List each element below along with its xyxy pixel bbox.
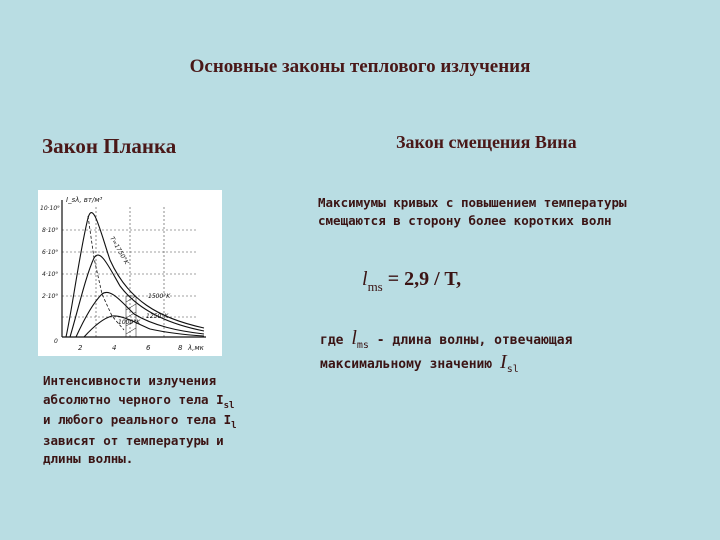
y-tick-label: 2·10⁹ — [42, 293, 58, 300]
x-tick-label: 6 — [146, 344, 151, 352]
curve-label: T=1750°K — [108, 235, 130, 266]
y-tick-label: 4·10⁹ — [42, 271, 58, 278]
where-symbol-2: I — [500, 351, 507, 373]
wien-law-heading: Закон смещения Вина — [396, 132, 577, 152]
y-tick-label: 6·10⁹ — [42, 249, 58, 256]
wien-formula — [362, 268, 462, 294]
formula-subscript: ms — [367, 279, 383, 294]
y-axis-label: I_sλ, вт/м³ — [66, 196, 103, 204]
formula-symbol: l — [362, 268, 368, 290]
intensity-subscript-1: sl — [223, 400, 235, 411]
y-tick-label: 0 — [54, 338, 58, 345]
curve-label: 1500°K — [148, 293, 171, 300]
formula-expression: = 2,9 / T, — [382, 268, 462, 290]
planck-law-description — [43, 372, 243, 469]
where-subscript: ms — [356, 340, 369, 351]
where-subscript-2: sl — [506, 364, 519, 375]
wien-definition — [320, 328, 620, 376]
intensity-part-3: зависят от температуры и длины волны. — [43, 432, 224, 466]
intensity-subscript-2: l — [231, 421, 237, 431]
where-text: - длина волны, отвечающая максимальному значению — [320, 333, 573, 372]
intensity-part-2: и любого реального тела I — [43, 412, 232, 427]
x-axis-label: λ,мк — [188, 344, 204, 352]
y-tick-label: 10·10⁹ — [40, 205, 60, 212]
x-tick-label: 8 — [178, 344, 183, 352]
intensity-part-1: Интенсивности излучения абсолютно черного тела I — [43, 373, 224, 407]
planck-curves-figure — [38, 190, 222, 356]
page-title: Основные законы теплового излучения — [189, 56, 531, 77]
curve-label: 1250°K — [146, 313, 169, 320]
curve-label: 1000°K — [118, 319, 141, 326]
planck-law-heading: Закон Планка — [42, 134, 177, 158]
where-symbol: l — [351, 327, 357, 349]
where-prefix: где — [320, 333, 352, 348]
x-tick-label: 2 — [78, 344, 83, 352]
planck-curves-graph — [38, 190, 222, 356]
y-tick-label: 8·10⁹ — [42, 227, 58, 234]
wien-maxima-locus — [88, 216, 124, 330]
planck-curve-1250 — [76, 292, 204, 337]
x-tick-label: 4 — [112, 344, 117, 352]
wien-law-description: Максимумы кривых с повышением температуры смещаются в сторону более коротких волн — [318, 195, 627, 228]
